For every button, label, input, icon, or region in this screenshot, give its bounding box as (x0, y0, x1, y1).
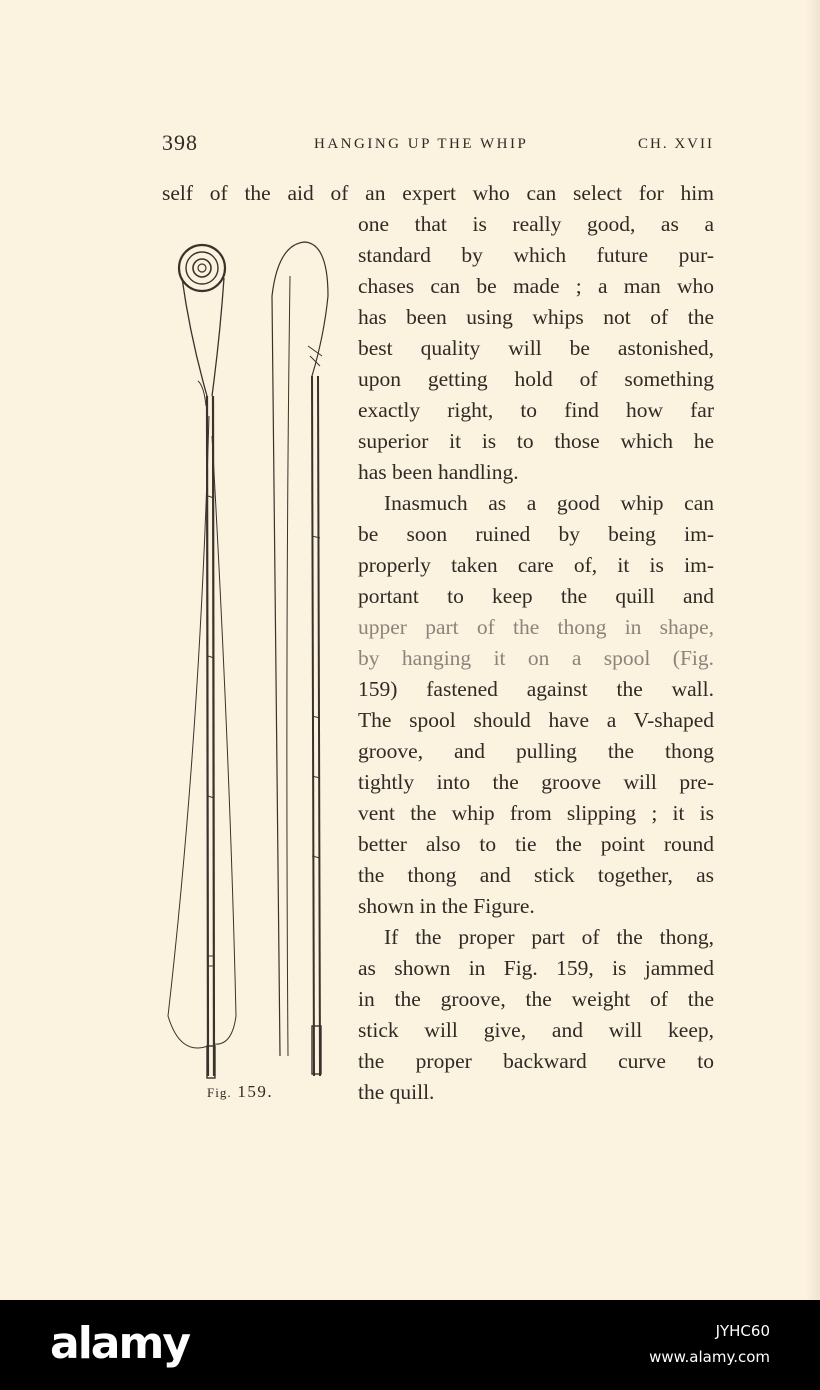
text-line: upon getting hold of something (358, 367, 714, 391)
text-line: has been handling. (358, 460, 519, 484)
text-line: If the proper part of the thong, (384, 925, 714, 949)
whip-unhung (272, 242, 328, 1076)
watermark-logo: alamy (50, 1318, 189, 1369)
text-line: the thong and stick together, as (358, 863, 714, 887)
watermark-image-id: JYHC60 (715, 1322, 770, 1340)
text-line: 159) fastened against the wall. (358, 677, 714, 701)
text-line: exactly right, to find how far (358, 398, 714, 422)
text-line: by hanging it on a spool (Fig. (358, 646, 714, 670)
figure-caption-number: 159. (237, 1082, 274, 1101)
running-head: HANGING UP THE WHIP (314, 136, 529, 152)
page-number: 398 (162, 130, 198, 155)
text-line: superior it is to those which he (358, 429, 714, 453)
page-edge-shadow (806, 0, 820, 1300)
text-line: upper part of the thong in shape, (358, 615, 714, 639)
text-line: as shown in Fig. 159, is jammed (358, 956, 714, 980)
chapter-label: CH. XVII (638, 136, 714, 152)
text-line: be soon ruined by being im- (358, 522, 714, 546)
watermark-url: www.alamy.com (649, 1348, 770, 1366)
text-line: best quality will be astonished, (358, 336, 714, 360)
body-text-column (358, 209, 714, 1108)
text-line: The spool should have a V-shaped (358, 708, 714, 732)
figure-caption-prefix: Fig. (207, 1085, 232, 1100)
text-line: tightly into the groove will pre- (358, 770, 714, 794)
text-line: stick will give, and will keep, (358, 1018, 714, 1042)
body-first-line: self of the aid of an expert who can select for him (162, 181, 714, 205)
page-header (162, 130, 714, 160)
text-line: the proper backward curve to (358, 1049, 714, 1073)
text-line: vent the whip from slipping ; it is (358, 801, 714, 825)
text-line: in the groove, the weight of the (358, 987, 714, 1011)
figure-caption (207, 1082, 273, 1102)
text-line: properly taken care of, it is im- (358, 553, 714, 577)
text-line: has been using whips not of the (358, 305, 714, 329)
text-line: one that is really good, as a (358, 212, 714, 236)
watermark-bar (0, 1300, 820, 1390)
text-line: shown in the Figure. (358, 894, 535, 918)
text-line: portant to keep the quill and (358, 584, 714, 608)
whip-illustration (160, 236, 340, 1081)
text-line: standard by which future pur- (358, 243, 714, 267)
text-line: better also to tie the point round (358, 832, 714, 856)
text-line: the quill. (358, 1080, 435, 1104)
text-line: groove, and pulling the thong (358, 739, 714, 763)
text-line: chases can be made ; a man who (358, 274, 714, 298)
text-line: Inasmuch as a good whip can (384, 491, 714, 515)
whip-on-spool (168, 245, 236, 1078)
